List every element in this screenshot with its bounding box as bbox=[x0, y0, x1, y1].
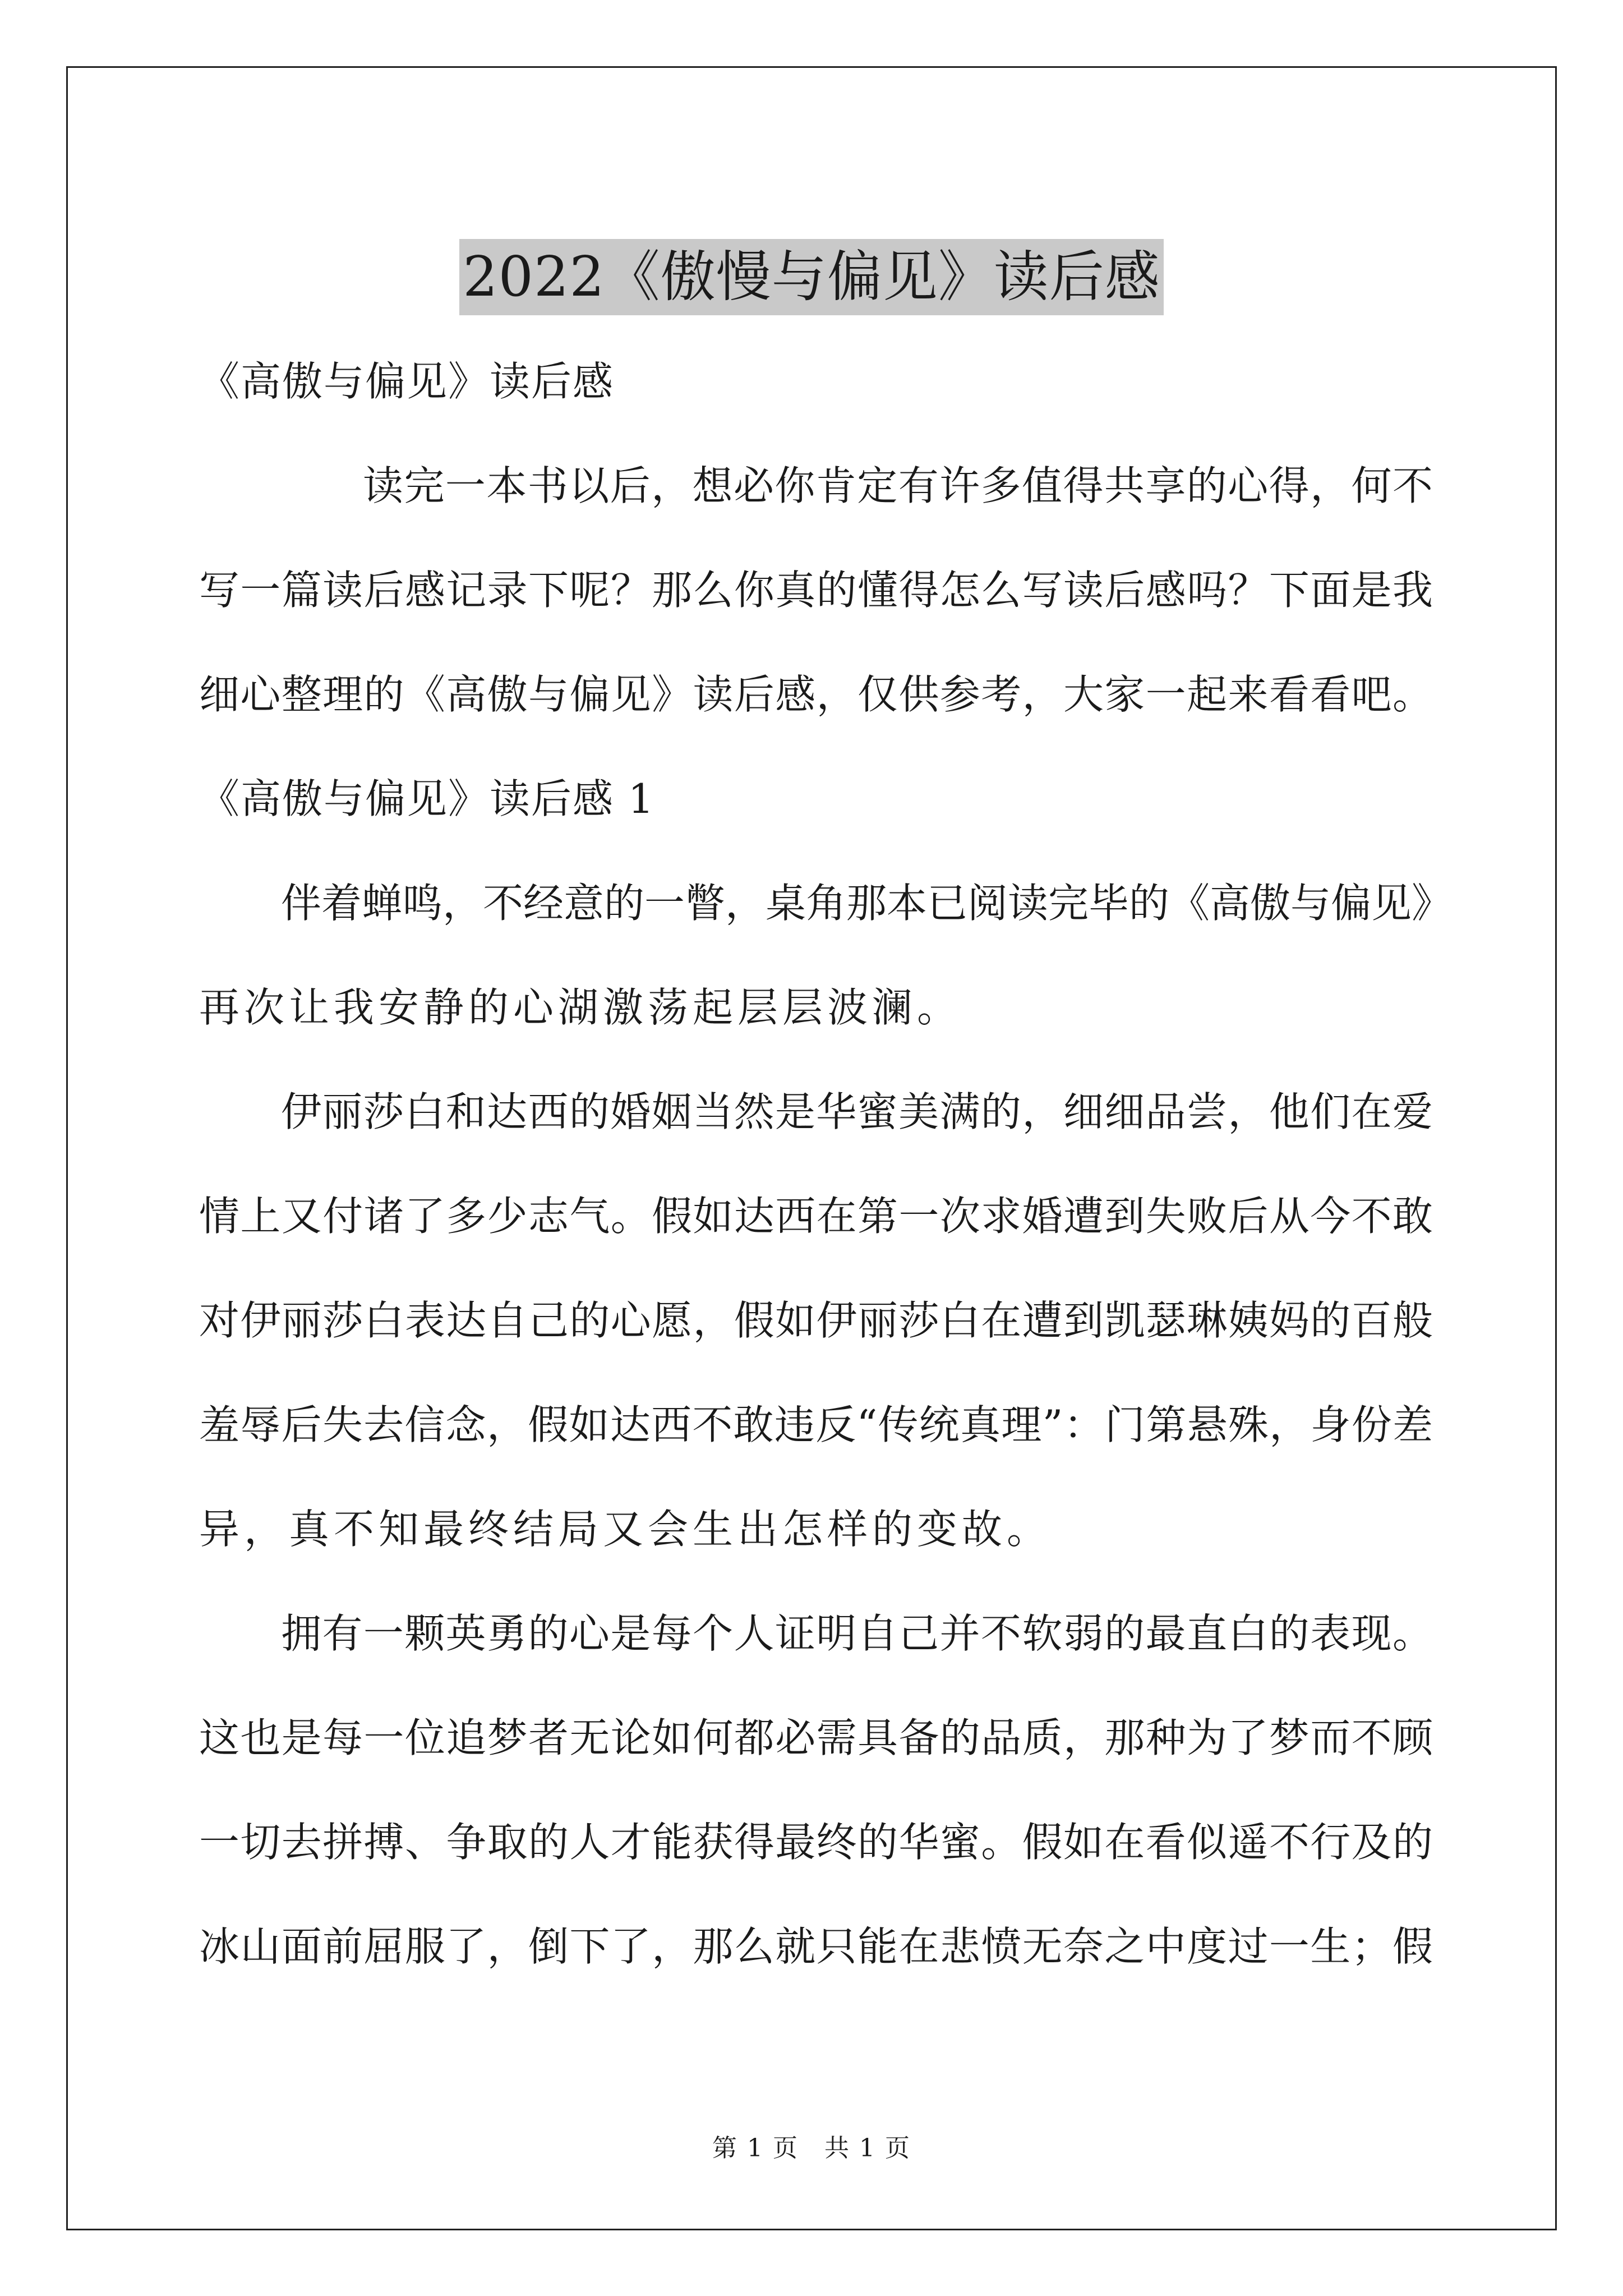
paragraph-line: 写一篇读后感记录下呢？那么你真的懂得怎么写读后感吗？下面是我 bbox=[199, 567, 1433, 614]
section-heading: 《高傲与偏见》读后感 bbox=[199, 358, 615, 405]
paragraph-line: 再次让我安静的心湖激荡起层层波澜。 bbox=[199, 984, 962, 1031]
paragraph-line: 情上又付诸了多少志气。假如达西在第一次求婚遭到失败后从今不敢 bbox=[199, 1193, 1433, 1240]
paragraph-line: 这也是每一位追梦者无论如何都必需具备的品质，那种为了梦而不顾 bbox=[199, 1714, 1433, 1761]
paragraph-line: 细心整理的《高傲与偏见》读后感，仅供参考，大家一起来看看吧。 bbox=[199, 671, 1433, 718]
paragraph-line: 羞辱后失去信念，假如达西不敢违反“传统真理”：门第悬殊，身份差 bbox=[199, 1401, 1433, 1448]
paragraph-line: 读完一本书以后，想必你肯定有许多值得共享的心得，何不 bbox=[363, 462, 1433, 509]
document-body bbox=[199, 353, 1453, 2023]
paragraph-line: 异，真不知最终结局又会生出怎样的变故。 bbox=[199, 1506, 1052, 1553]
title-container bbox=[0, 202, 1623, 352]
paragraph-line: 对伊丽莎白表达自己的心愿，假如伊丽莎白在遭到凯瑟琳姨妈的百般 bbox=[199, 1297, 1433, 1344]
document-title: 2022《傲慢与偏见》读后感 bbox=[459, 239, 1163, 315]
page-footer: 第 1 页 共 1 页 bbox=[712, 2134, 911, 2162]
section-heading: 《高傲与偏见》读后感 1 bbox=[199, 775, 655, 822]
paragraph-line: 伊丽莎白和达西的婚姻当然是华蜜美满的，细细品尝，他们在爱 bbox=[281, 1088, 1433, 1135]
paragraph-line: 拥有一颗英勇的心是每个人证明自己并不软弱的最直白的表现。 bbox=[281, 1610, 1433, 1657]
paragraph-line: 冰山面前屈服了，倒下了，那么就只能在悲愤无奈之中度过一生；假 bbox=[199, 1923, 1433, 1970]
paragraph-line: 一切去拼搏、争取的人才能获得最终的华蜜。假如在看似遥不行及的 bbox=[199, 1819, 1433, 1866]
paragraph-line: 伴着蝉鸣，不经意的一瞥，桌角那本已阅读完毕的《高傲与偏见》 bbox=[281, 880, 1453, 927]
